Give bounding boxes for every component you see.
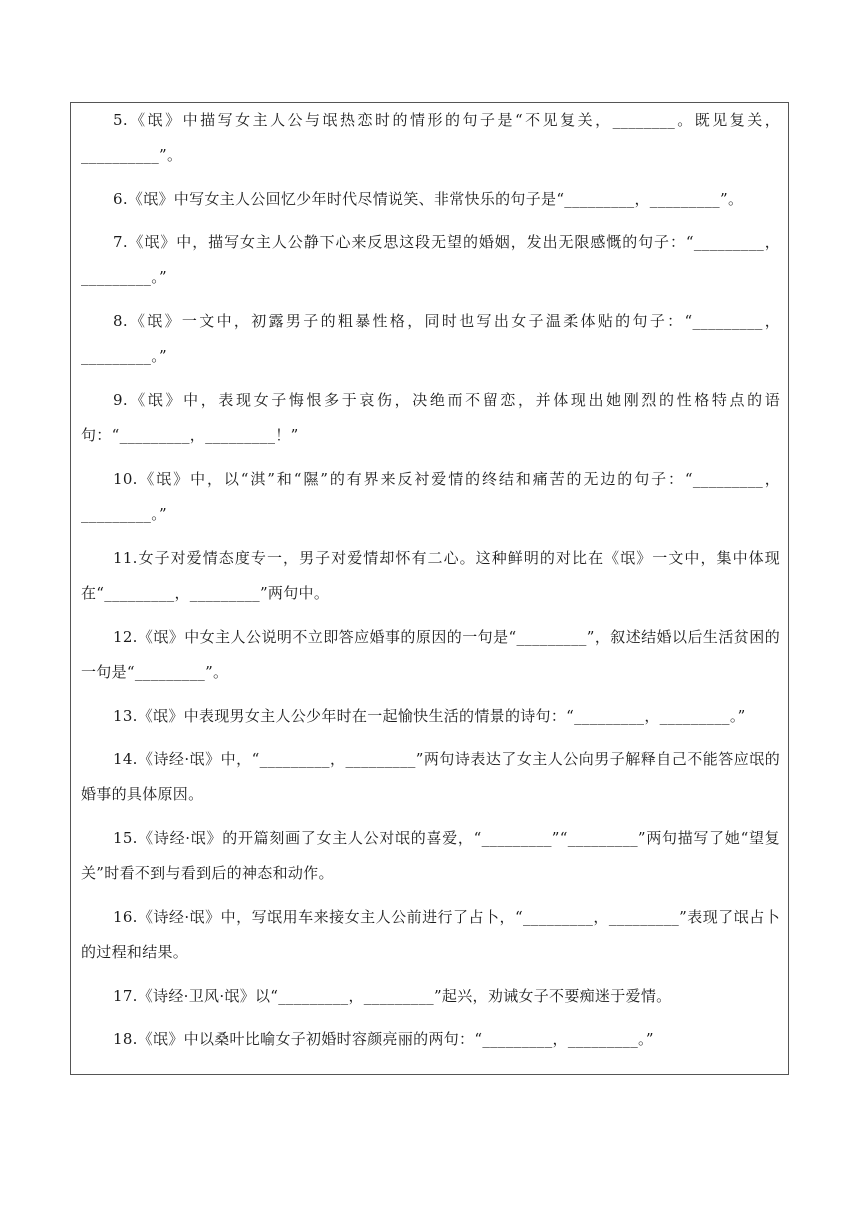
question-16: 16.《诗经·氓》中，写氓用车来接女主人公前进行了占卜，“_________，_________”表现了氓占卜的过程和结果。 — [81, 908, 780, 961]
question-15: 15.《诗经·氓》的开篇刻画了女主人公对氓的喜爱，“_________”“_________”两句描写了她“望复关”时看不到与看到后的神态和动作。 — [81, 829, 780, 882]
question-17: 17.《诗经·卫风·氓》以“_________，_________”起兴，劝诫女子不要痴迷于爱情。 — [113, 987, 672, 1005]
question-13: 13.《氓》中表现男女主人公少年时在一起愉快生活的情景的诗句：“_________，_________。” — [113, 707, 746, 725]
question-7: 7.《氓》中，描写女主人公静下心来反思这段无望的婚姻，发出无限感慨的句子：“_________，_________。” — [81, 233, 780, 286]
question-11: 11.女子对爱情态度专一，男子对爱情却怀有二心。这种鲜明的对比在《氓》一文中，集中体现在“_________，_________”两句中。 — [81, 549, 780, 602]
question-6: 6.《氓》中写女主人公回忆少年时代尽情说笑、非常快乐的句子是“_________，_________”。 — [113, 190, 744, 208]
question-9: 9.《氓》中，表现女子悔恨多于哀伤，决绝而不留恋，并体现出她刚烈的性格特点的语句：“_________，_________！” — [81, 391, 780, 444]
question-5: 5.《氓》中描写女主人公与氓热恋时的情形的句子是“不见复关，________。既见复关，__________”。 — [81, 111, 780, 164]
question-10: 10.《氓》中，以“淇”和“隰”的有界来反衬爱情的终结和痛苦的无边的句子：“_________，_________。” — [81, 470, 780, 523]
question-14: 14.《诗经·氓》中，“_________，_________”两句诗表达了女主人公向男子解释自己不能答应氓的婚事的具体原因。 — [81, 750, 780, 803]
question-8: 8.《氓》一文中，初露男子的粗暴性格，同时也写出女子温柔体贴的句子：“_________，_________。” — [81, 312, 780, 365]
question-18: 18.《氓》中以桑叶比喻女子初婚时容颜亮丽的两句：“_________，_________。” — [113, 1030, 654, 1048]
question-box — [70, 102, 789, 1075]
question-12: 12.《氓》中女主人公说明不立即答应婚事的原因的一句是“_________”，叙述结婚以后生活贫困的一句是“_________”。 — [81, 628, 780, 681]
